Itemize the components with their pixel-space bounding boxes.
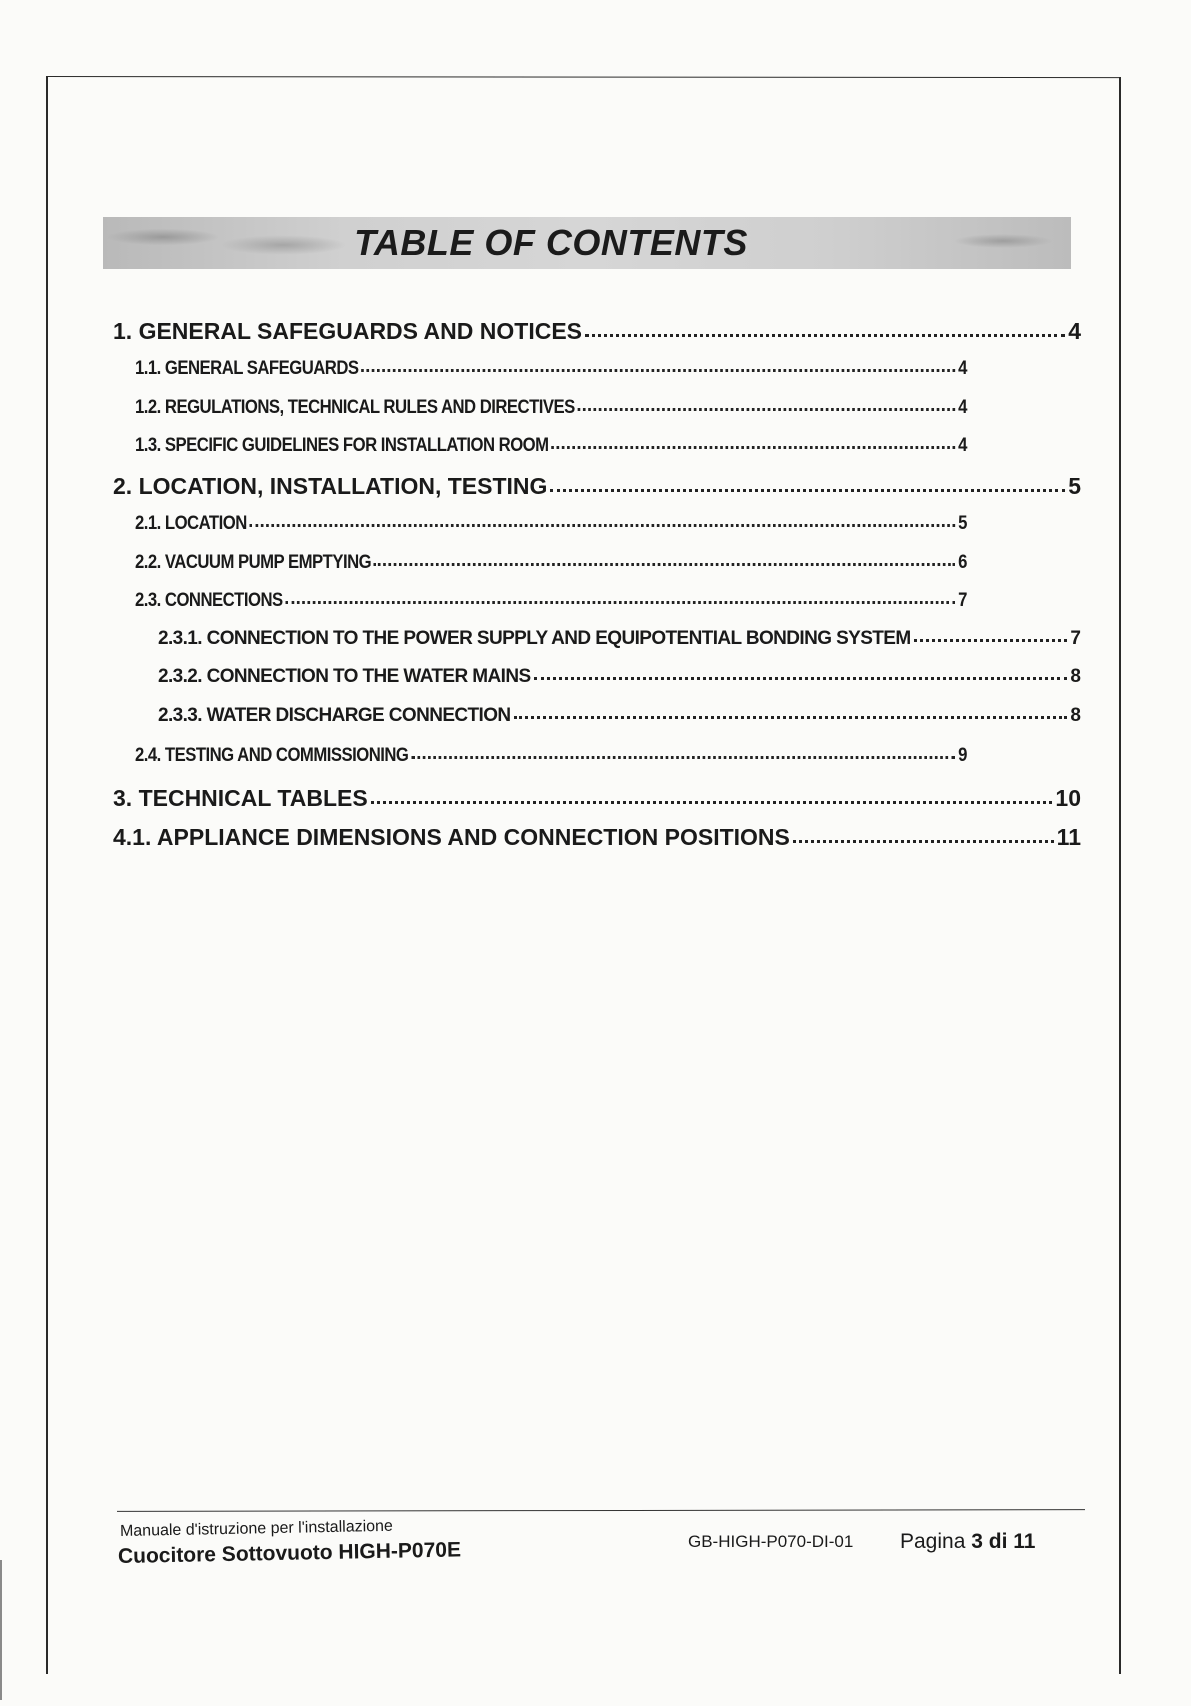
toc-entry-page: 10	[1055, 785, 1081, 811]
toc-entry[interactable]	[135, 745, 967, 767]
toc-entry-label: 1.1. GENERAL SAFEGUARDS	[135, 358, 359, 379]
toc-entry-label: 2.3.2. CONNECTION TO THE WATER MAINS	[158, 666, 531, 687]
toc-entry-label: 1.2. REGULATIONS, TECHNICAL RULES AND DIRECTIVES	[135, 397, 575, 418]
toc-entry-page: 4	[1068, 318, 1081, 344]
toc-entry-page: 8	[1070, 666, 1081, 687]
toc-entry-page: 4	[958, 397, 968, 418]
page-frame-right	[1119, 77, 1121, 1674]
toc-entry[interactable]	[158, 628, 1081, 650]
toc-entry-page: 9	[958, 745, 968, 766]
toc-entry[interactable]	[135, 552, 967, 574]
toc-leader-dots	[550, 489, 1065, 492]
toc-leader-dots	[551, 446, 955, 449]
toc-entry[interactable]	[158, 705, 1081, 727]
footer-page-indicator	[900, 1530, 1035, 1554]
toc-entry-label: 2.3.1. CONNECTION TO THE POWER SUPPLY AND EQUIPOTENTIAL BONDING SYSTEM	[158, 628, 911, 649]
toc-entry-label: 2.3. CONNECTIONS	[135, 590, 283, 611]
footer-doc-code: GB-HIGH-P070-DI-01	[688, 1532, 854, 1551]
toc-entry-label: 2.1. LOCATION	[135, 513, 247, 534]
toc-leader-dots	[793, 840, 1054, 843]
toc-entry-page: 7	[1070, 628, 1081, 649]
toc-entry-label: 1. GENERAL SAFEGUARDS AND NOTICES	[113, 318, 582, 344]
toc-entry[interactable]	[113, 473, 1081, 500]
toc-entry[interactable]	[113, 785, 1081, 812]
toc-title-banner	[103, 217, 1071, 269]
toc-leader-dots	[285, 601, 955, 604]
footer-page-of: di	[988, 1530, 1008, 1553]
footer-rule	[117, 1509, 1085, 1512]
page-title: TABLE OF CONTENTS	[354, 222, 748, 263]
toc-entry-page: 4	[958, 358, 968, 379]
toc-entry[interactable]	[135, 590, 967, 612]
toc-entry-page: 5	[1068, 473, 1081, 499]
toc-leader-dots	[514, 716, 1068, 719]
toc-entry-page: 4	[958, 435, 968, 456]
toc-entry[interactable]	[135, 397, 967, 419]
page-frame-left	[46, 76, 48, 1674]
footer-page-total: 11	[1013, 1530, 1036, 1553]
toc-entry-label: 2.4. TESTING AND COMMISSIONING	[135, 745, 409, 766]
toc-entry-page: 8	[1070, 705, 1081, 726]
toc-leader-dots	[249, 524, 955, 527]
toc-entry[interactable]	[135, 358, 967, 380]
toc-entry-label: 2.2. VACUUM PUMP EMPTYING	[135, 552, 372, 573]
footer-manual-line: Manuale d'istruzione per l'installazione	[119, 1517, 394, 1540]
toc-leader-dots	[585, 334, 1065, 337]
toc-leader-dots	[411, 756, 956, 759]
toc-leader-dots	[577, 408, 955, 411]
toc-entry-label: 4.1. APPLIANCE DIMENSIONS AND CONNECTION POSITIONS	[113, 824, 790, 850]
toc-leader-dots	[374, 563, 956, 566]
toc-entry-page: 7	[958, 590, 968, 611]
footer-page-number: 3	[971, 1530, 983, 1553]
toc-leader-dots	[534, 677, 1068, 680]
footer-page-word: Pagina	[900, 1530, 966, 1553]
toc-entry[interactable]	[135, 435, 967, 457]
toc-entry-label: 1.3. SPECIFIC GUIDELINES FOR INSTALLATION ROOM	[135, 435, 549, 456]
toc-entry[interactable]	[158, 666, 1081, 688]
toc-entry-page: 6	[958, 552, 968, 573]
toc-entry-page: 5	[958, 513, 968, 534]
footer-product-line: Cuocitore Sottovuoto HIGH-P070E	[117, 1538, 462, 1568]
toc-entry[interactable]	[135, 513, 967, 535]
toc-entry-label: 2. LOCATION, INSTALLATION, TESTING	[113, 473, 548, 499]
toc-entry-label: 2.3.3. WATER DISCHARGE CONNECTION	[158, 705, 511, 726]
page-frame-top	[46, 76, 1120, 78]
toc-leader-dots	[371, 801, 1053, 804]
toc-entry-page: 11	[1056, 824, 1081, 850]
scan-artifact	[0, 1560, 2, 1700]
toc-entry[interactable]	[113, 824, 1081, 851]
toc-entry[interactable]	[113, 318, 1081, 345]
toc-leader-dots	[361, 369, 955, 372]
toc-entry-label: 3. TECHNICAL TABLES	[113, 785, 368, 811]
toc-leader-dots	[914, 639, 1068, 642]
